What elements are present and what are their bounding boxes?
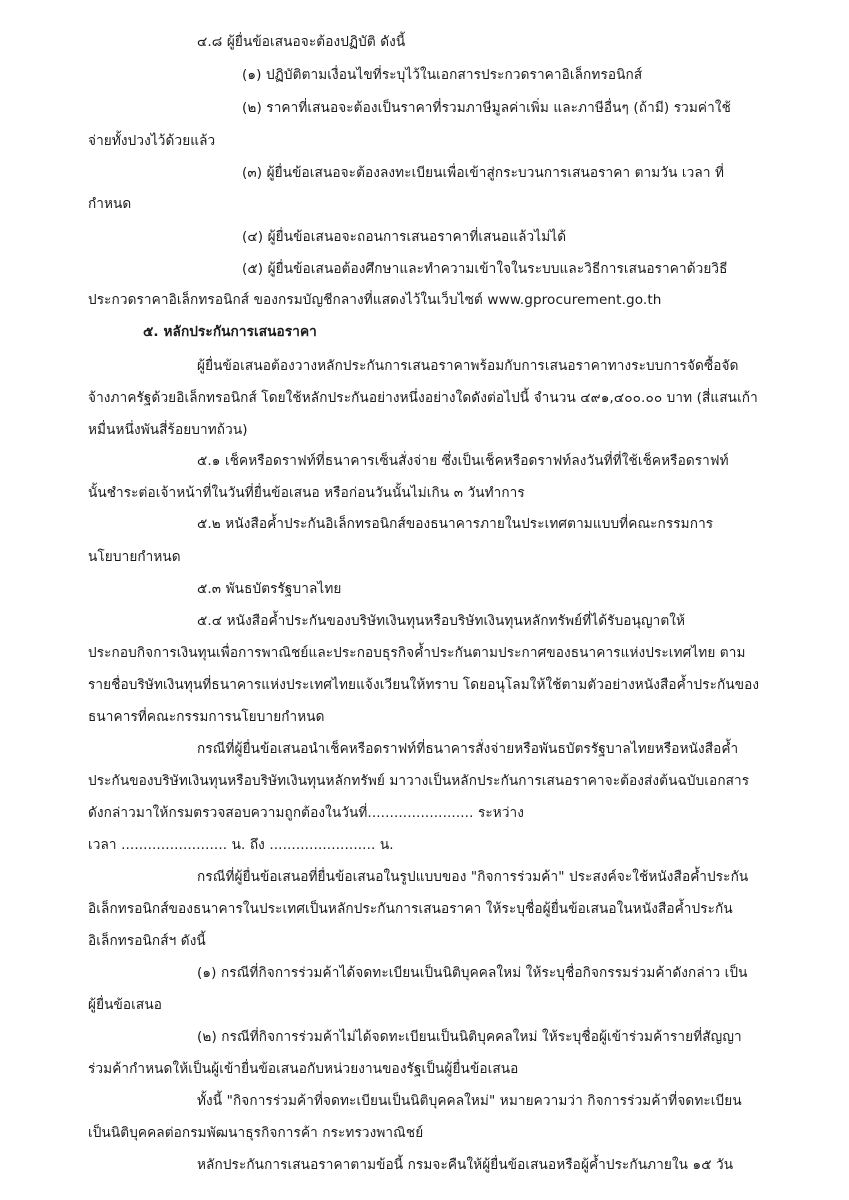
- section-5-intro-line-2: จ้างภาครัฐด้วยอิเล็กทรอนิกส์ โดยใช้หลักประกันอย่างหนึ่งอย่างใดดังต่อไปนี้ จำนวน ๔๙๑,๔๐๐.๐๐ บาท (สี่แสนเก้า: [88, 390, 758, 406]
- item-5-4-line-4: ธนาคารที่คณะกรรมการนโยบายกำหนด: [88, 709, 325, 725]
- item-4-8-sub-5-line-2: ประกวดราคาอิเล็กทรอนิกส์ ของกรมบัญชีกลางที่แสดงไว้ในเว็บไซต์ www.gprocurement.go.th: [88, 292, 662, 308]
- item-5-4-line-2: ประกอบกิจการเงินทุนเพื่อการพาณิชย์และประกอบธุรกิจค้ำประกันตามประกาศของธนาคารแห่งประเทศไทย ตาม: [88, 645, 746, 661]
- jv-definition-line-1: ทั้งนี้ "กิจการร่วมค้าที่จดทะเบียนเป็นนิติบุคคลใหม่" หมายความว่า กิจการร่วมค้าที่จดทะเบียน: [197, 1093, 742, 1109]
- return-guarantee-line-1: หลักประกันการเสนอราคาตามข้อนี้ กรมจะคืนให้ผู้ยื่นข้อเสนอหรือผู้ค้ำประกันภายใน ๑๕ วัน: [197, 1157, 734, 1173]
- jv-1-line-2: ผู้ยื่นข้อเสนอ: [88, 997, 162, 1013]
- item-4-8-sub-2-line-2: จ่ายทั้งปวงไว้ด้วยแล้ว: [88, 133, 216, 149]
- jv-2-line-2: ร่วมค้ากำหนดให้เป็นผู้เข้ายื่นข้อเสนอกับหน่วยงานของรัฐเป็นผู้ยื่นข้อเสนอ: [88, 1061, 519, 1077]
- item-5-4-line-3: รายชื่อบริษัทเงินทุนที่ธนาคารแห่งประเทศไทยแจ้งเวียนให้ทราบ โดยอนุโลมให้ใช้ตามตัวอย่างหนังสือค้ำประกันของ: [88, 677, 760, 693]
- para-jv-line-1: กรณีที่ผู้ยื่นข้อเสนอที่ยื่นข้อเสนอในรูปแบบของ "กิจการร่วมค้า" ประสงค์จะใช้หนังสือค้ำประกัน: [197, 869, 749, 885]
- item-5-3: ๕.๓ พันธบัตรรัฐบาลไทย: [197, 581, 342, 597]
- item-4-8-sub-5-line-1: (๕) ผู้ยื่นข้อเสนอต้องศึกษาและทำความเข้าใจในระบบและวิธีการเสนอราคาด้วยวิธี: [242, 261, 728, 277]
- para-check-line-4: เวลา ........................ น. ถึง ........................ น.: [88, 837, 394, 853]
- section-5-intro-line-1: ผู้ยื่นข้อเสนอต้องวางหลักประกันการเสนอราคาพร้อมกับการเสนอราคาทางระบบการจัดซื้อจัด: [197, 358, 739, 374]
- item-4-8-sub-3-line-1: (๓) ผู้ยื่นข้อเสนอจะต้องลงทะเบียนเพื่อเข้าสู่กระบวนการเสนอราคา ตามวัน เวลา ที่: [242, 165, 725, 181]
- section-5-intro-line-3: หมื่นหนึ่งพันสี่ร้อยบาทถ้วน): [88, 422, 248, 438]
- section-5-heading: ๕. หลักประกันการเสนอราคา: [143, 324, 317, 340]
- item-4-8-sub-3-line-2: กำหนด: [88, 196, 132, 212]
- item-4-8-sub-4: (๔) ผู้ยื่นข้อเสนอจะถอนการเสนอราคาที่เสนอแล้วไม่ได้: [242, 229, 567, 245]
- para-jv-line-3: อิเล็กทรอนิกส์ฯ ดังนี้: [88, 933, 206, 949]
- para-jv-line-2: อิเล็กทรอนิกส์ของธนาคารในประเทศเป็นหลักประกันการเสนอราคา ให้ระบุชื่อผู้ยื่นข้อเสนอในหนังสือค้ำประกัน: [88, 901, 733, 917]
- para-check-line-2: ประกันของบริษัทเงินทุนหรือบริษัทเงินทุนหลักทรัพย์ มาวางเป็นหลักประกันการเสนอราคาจะต้องส่งต้นฉบับเอกสาร: [88, 773, 750, 789]
- item-5-1-line-2: นั้นชำระต่อเจ้าหน้าที่ในวันที่ยื่นข้อเสนอ หรือก่อนวันนั้นไม่เกิน ๓ วันทำการ: [88, 485, 525, 501]
- item-5-2-line-2: นโยบายกำหนด: [88, 549, 181, 565]
- item-5-2-line-1: ๕.๒ หนังสือค้ำประกันอิเล็กทรอนิกส์ของธนาคารภายในประเทศตามแบบที่คณะกรรมการ: [197, 516, 714, 532]
- jv-1-line-1: (๑) กรณีที่กิจการร่วมค้าได้จดทะเบียนเป็นนิติบุคคลใหม่ ให้ระบุชื่อกิจกรรมร่วมค้าดังกล่าว เป็น: [197, 965, 748, 981]
- para-check-line-1: กรณีที่ผู้ยื่นข้อเสนอนำเช็คหรือดราฟท์ที่ธนาคารสั่งจ่ายหรือพันธบัตรรัฐบาลไทยหรือหนังสือค้ำ: [197, 741, 739, 757]
- jv-definition-line-2: เป็นนิติบุคคลต่อกรมพัฒนาธุรกิจการค้า กระทรวงพาณิชย์: [88, 1125, 424, 1141]
- item-4-8-sub-1: (๑) ปฏิบัติตามเงื่อนไขที่ระบุไว้ในเอกสารประกวดราคาอิเล็กทรอนิกส์: [242, 67, 643, 83]
- item-4-8-heading: ๔.๘ ผู้ยื่นข้อเสนอจะต้องปฏิบัติ ดังนี้: [197, 34, 406, 50]
- jv-2-line-1: (๒) กรณีที่กิจการร่วมค้าไม่ได้จดทะเบียนเป็นนิติบุคคลใหม่ ให้ระบุชื่อผู้เข้าร่วมค้ารายที่สัญญา: [197, 1029, 742, 1045]
- para-check-line-3: ดังกล่าวมาให้กรมตรวจสอบความถูกต้องในวันที่........................ ระหว่าง: [88, 805, 525, 821]
- item-5-4-line-1: ๕.๔ หนังสือค้ำประกันของบริษัทเงินทุนหรือบริษัทเงินทุนหลักทรัพย์ที่ได้รับอนุญาตให้: [197, 613, 686, 629]
- item-5-1-line-1: ๕.๑ เช็คหรือดราฟท์ที่ธนาคารเซ็นสั่งจ่าย ซึ่งเป็นเช็คหรือดราฟท์ลงวันที่ที่ใช้เช็คหรือดราฟท์: [197, 453, 729, 469]
- item-4-8-sub-2-line-1: (๒) ราคาที่เสนอจะต้องเป็นราคาที่รวมภาษีมูลค่าเพิ่ม และภาษีอื่นๆ (ถ้ามี) รวมค่าใช้: [242, 100, 731, 116]
